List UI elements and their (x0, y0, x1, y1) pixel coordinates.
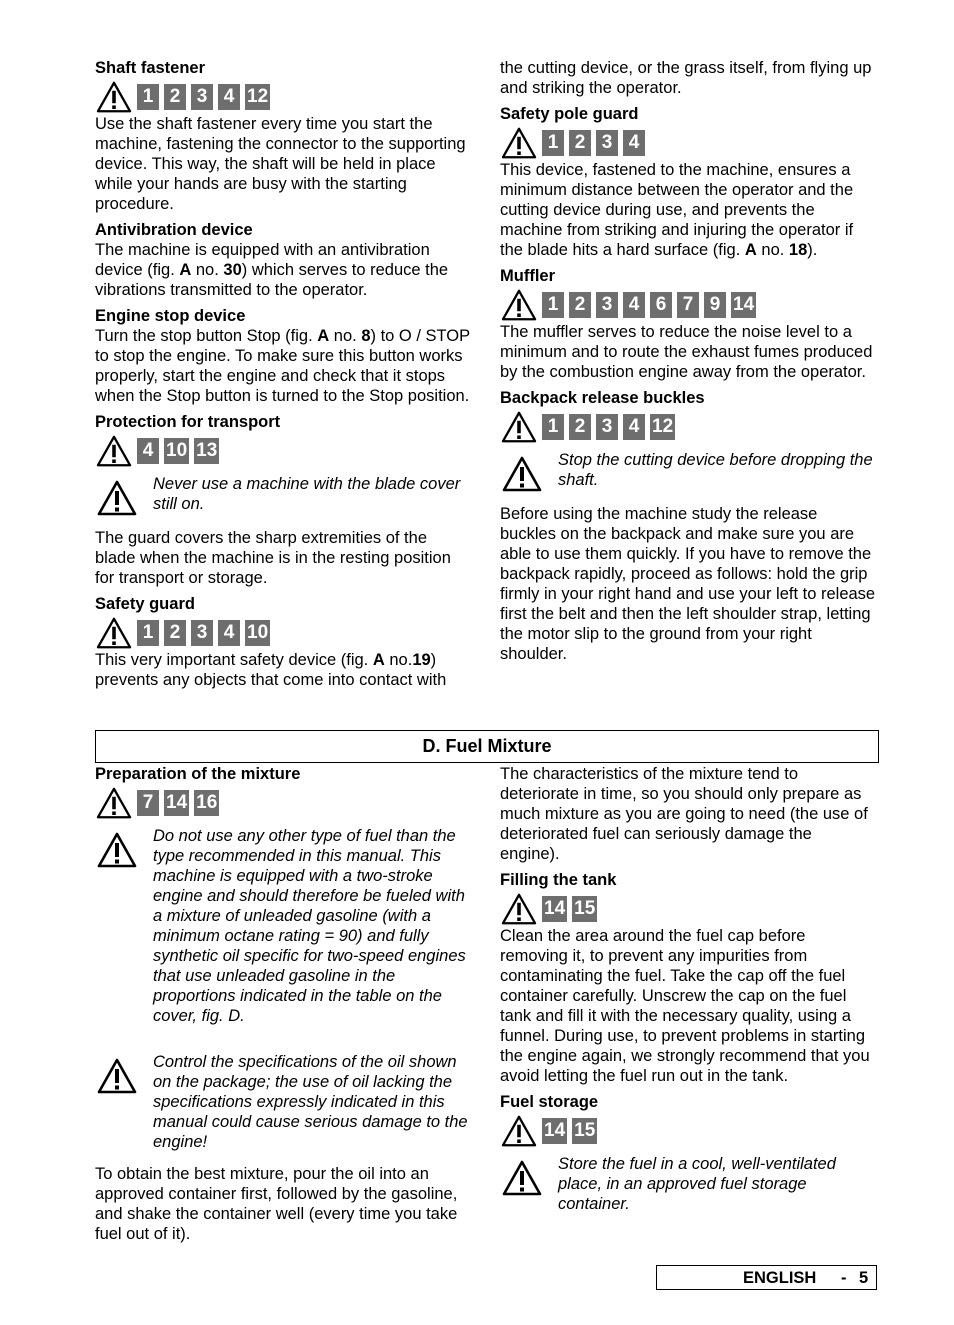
warning-fuel-type (95, 826, 471, 1026)
safety-symbol-number: 3 (191, 620, 213, 646)
safety-symbol-number: 9 (704, 292, 726, 318)
engine-stop-text: Turn the stop button Stop (fig. A no. 8) to O / STOP to stop the engine. To make sure this button works properly, start the engine and check that it stops when the Stop button is turned to the Stop position. (95, 327, 470, 405)
left-column-top (95, 58, 471, 690)
heading-preparation-mixture: Preparation of the mixture (95, 765, 301, 783)
warning-backpack (500, 450, 876, 492)
symbol-row-safety-pole-guard (500, 128, 876, 158)
warning-text: Never use a machine with the blade cover still on. (153, 475, 461, 513)
heading-filling-tank: Filling the tank (500, 871, 617, 889)
warning-icon (500, 1115, 538, 1147)
symbol-row-preparation-mixture (95, 788, 471, 818)
footer-language: ENGLISH (743, 1269, 817, 1287)
symbol-row-fuel-storage (500, 1116, 876, 1146)
safety-symbol-number: 2 (569, 130, 591, 156)
page-footer (656, 1265, 877, 1290)
heading-safety-pole-guard: Safety pole guard (500, 105, 639, 123)
safety-symbol-number: 1 (137, 84, 159, 110)
safety-symbol-number: 3 (596, 292, 618, 318)
safety-guard-text: This very important safety device (fig. A no.19) prevents any objects that come into contact with (95, 651, 447, 689)
safety-symbol-number: 10 (164, 438, 189, 464)
preparation-text: To obtain the best mixture, pour the oil into an approved container first, followed by the gasoline, and shake the container well (every time you take fuel out of it). (95, 1165, 458, 1243)
safety-symbol-number: 4 (623, 292, 645, 318)
footer-separator: - (841, 1269, 847, 1287)
warning-text: Control the specifications of the oil shown on the package; the use of oil lacking the specifications expressly indicated in this manual could cause serious damage to the engine! (153, 1053, 468, 1151)
shaft-fastener-text: Use the shaft fastener every time you start the machine, fastening the connector to the supporting device. This way, the shaft will be held in place while your hands are busy with the starting procedure. (95, 115, 466, 213)
warning-icon (500, 411, 538, 443)
warning-icon (500, 289, 538, 321)
warning-text: Stop the cutting device before dropping the shaft. (558, 451, 873, 489)
symbol-row-muffler (500, 290, 876, 320)
safety-symbol-number: 2 (164, 620, 186, 646)
safety-symbol-number: 2 (569, 292, 591, 318)
warning-fuel-storage (500, 1154, 876, 1214)
safety-symbol-number: 14 (542, 896, 567, 922)
right-column-bottom (500, 764, 876, 1226)
heading-muffler: Muffler (500, 267, 555, 285)
heading-safety-guard: Safety guard (95, 595, 195, 613)
safety-symbol-number: 1 (542, 414, 564, 440)
safety-symbol-number: 4 (623, 130, 645, 156)
safety-symbol-number: 12 (245, 84, 270, 110)
safety-symbol-number: 3 (191, 84, 213, 110)
safety-symbol-number: 12 (650, 414, 675, 440)
backpack-text: Before using the machine study the release buckles on the backpack and make sure you are able to use them quickly. If you have to remove the backpack rapidly, proceed as follows: hold the grip firmly in your right hand and use your left to release first the belt and then the left shoulder strap, letting the motor slip to the ground from your right shoulder. (500, 505, 876, 663)
safety-symbol-number: 14 (542, 1118, 567, 1144)
safety-symbol-number: 7 (677, 292, 699, 318)
warning-icon (95, 617, 133, 649)
warning-icon (95, 81, 133, 113)
safety-symbol-number: 13 (194, 438, 219, 464)
warning-icon (500, 127, 538, 159)
muffler-text: The muffler serves to reduce the noise level to a minimum and to route the exhaust fumes produced by the combustion engine away from the operator. (500, 323, 873, 381)
footer-page-number: 5 (859, 1269, 869, 1287)
safety-symbol-number: 15 (572, 896, 597, 922)
safety-symbol-number: 4 (137, 438, 159, 464)
safety-symbol-number: 3 (596, 414, 618, 440)
antivibration-text: The machine is equipped with an antivibration device (fig. A no. 30) which serves to reduce the vibrations transmitted to the operator. (95, 241, 449, 299)
warning-icon (97, 832, 137, 868)
safety-symbol-number: 4 (623, 414, 645, 440)
safety-symbol-number: 10 (245, 620, 270, 646)
heading-fuel-storage: Fuel storage (500, 1093, 599, 1111)
safety-symbol-number: 1 (137, 620, 159, 646)
heading-protection-transport: Protection for transport (95, 413, 281, 431)
symbol-row-filling-tank (500, 894, 876, 924)
warning-oil-specs (95, 1052, 471, 1152)
warning-text: Do not use any other type of fuel than the type recommended in this manual. This machine is equipped with a two-stroke engine and should therefore be fueled with a mixture of unleaded gasoline (with a minimum octane rating = 90) and fully synthetic oil specific for two-speed engines that use unleaded gasoline in the proportions indicated in the table on the cover, fig. D. (153, 827, 466, 1025)
heading-backpack: Backpack release buckles (500, 389, 705, 407)
warning-icon (97, 1058, 137, 1094)
warning-icon (502, 1160, 542, 1196)
protection-transport-text: The guard covers the sharp extremities of the blade when the machine is in the resting position for transport or storage. (95, 529, 451, 587)
heading-antivibration: Antivibration device (95, 221, 253, 239)
heading-shaft-fastener: Shaft fastener (95, 59, 206, 77)
safety-symbol-number: 4 (218, 620, 240, 646)
symbol-row-protection-transport (95, 436, 471, 466)
safety-symbol-number: 1 (542, 292, 564, 318)
symbol-row-safety-guard (95, 618, 471, 648)
heading-engine-stop: Engine stop device (95, 307, 246, 325)
safety-symbol-number: 7 (137, 790, 159, 816)
safety-symbol-number: 4 (218, 84, 240, 110)
warning-icon (95, 787, 133, 819)
warning-text: Store the fuel in a cool, well-ventilated place, in an approved fuel storage container. (558, 1155, 836, 1213)
safety-symbol-number: 3 (596, 130, 618, 156)
mixture-intro-text: The characteristics of the mixture tend to deteriorate in time, so you should only prepare as much mixture as you are going to need (the use of deteriorated fuel can seriously damage the engine). (500, 765, 868, 863)
safety-symbol-number: 6 (650, 292, 672, 318)
warning-icon (502, 456, 542, 492)
section-title-fuel-mixture: D. Fuel Mixture (95, 730, 879, 763)
safety-pole-guard-text: This device, fastened to the machine, ensures a minimum distance between the operator and the cutting device during use, and prevents the machine from striking and injuring the operator if the blade hits a hard surface (fig. A no. 18). (500, 161, 854, 259)
warning-icon (500, 893, 538, 925)
warning-icon (97, 480, 137, 516)
safety-symbol-number: 14 (731, 292, 756, 318)
safety-symbol-number: 14 (164, 790, 189, 816)
warning-icon (95, 435, 133, 467)
warning-protection-transport (95, 474, 471, 516)
safety-symbol-number: 2 (164, 84, 186, 110)
filling-tank-text: Clean the area around the fuel cap before removing it, to prevent any impurities from contaminating the fuel. Take the cap off the fuel container carefully. Unscrew the cap on the fuel tank and fill it with the necessary quality, using a funnel. During use, to prevent problems in starting the engine again, we strongly recommend that you avoid letting the fuel run out in the tank. (500, 927, 870, 1085)
safety-symbol-number: 15 (572, 1118, 597, 1144)
symbol-row-shaft-fastener (95, 82, 471, 112)
safety-guard-continuation: the cutting device, or the grass itself, from flying up and striking the operator. (500, 59, 872, 97)
safety-symbol-number: 2 (569, 414, 591, 440)
left-column-bottom (95, 764, 471, 1244)
right-column-top (500, 58, 876, 664)
safety-symbol-number: 1 (542, 130, 564, 156)
safety-symbol-number: 16 (194, 790, 219, 816)
symbol-row-backpack (500, 412, 876, 442)
